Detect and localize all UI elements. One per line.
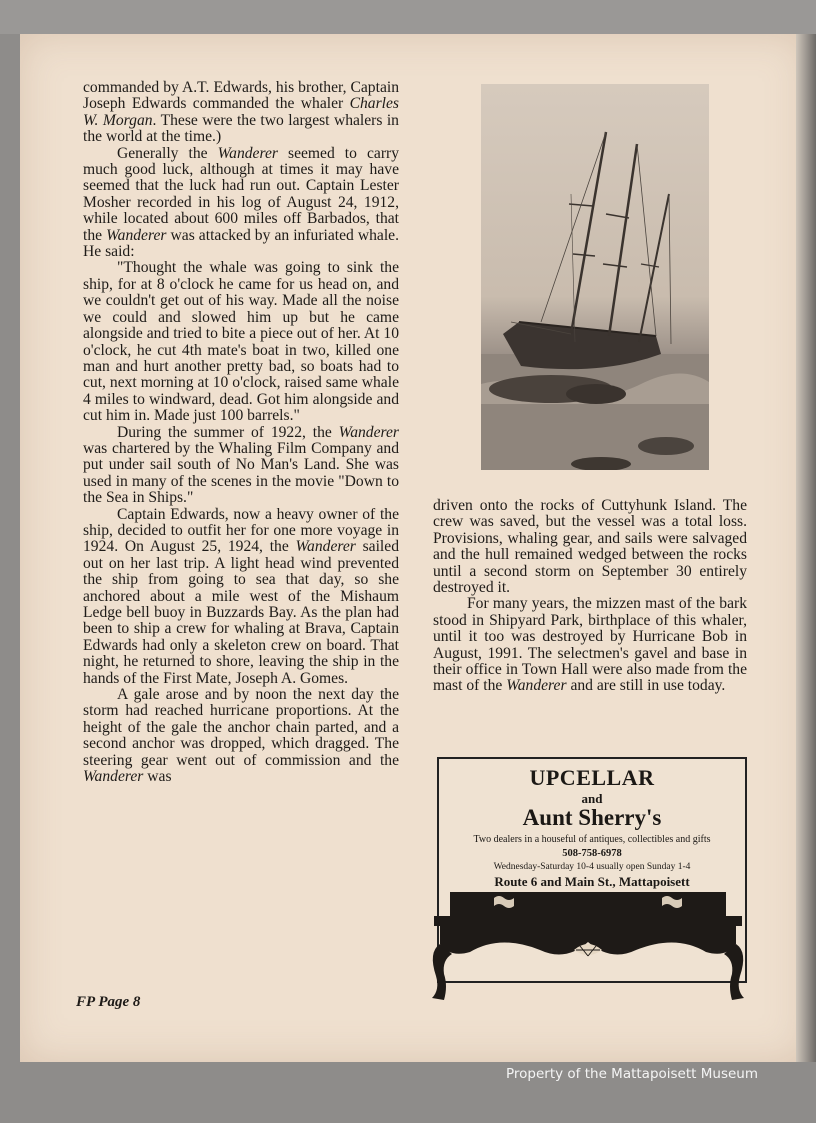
ad-tagline: Two dealers in a houseful of antiques, collectibles and gifts: [473, 834, 711, 845]
ad-phone: 508-758-6978: [562, 848, 622, 859]
ad-hours: Wednesday-Saturday 10-4 usually open Sunday 1-4: [493, 862, 691, 872]
paragraph: driven onto the rocks of Cuttyhunk Island. The crew was saved, but the vessel was a total loss. Provisions, whaling gear, and sails were salvaged and the hull remained wedged between the rocks until a second storm on September 30 entirely destroyed it.: [433, 497, 747, 597]
article-column-left: [83, 80, 399, 785]
ad-address: Route 6 and Main St., Mattapoisett: [494, 874, 690, 889]
article-column-right: [433, 498, 747, 695]
paragraph: During the summer of 1922, the Wanderer was chartered by the Whaling Film Company and put under sail south of No Man's Land. She was used in many of the scenes in the movie "Down to the Sea in Ships.": [83, 423, 399, 507]
paragraph: For many years, the mizzen mast of the bark stood in Shipyard Park, birthplace of this whaler, until it too was destroyed by Hurricane Bob in August, 1991. The selectmen's gavel and base in their office in Town Hall were also made from the mast of the Wanderer and are still in use today.: [433, 595, 747, 695]
paragraph: Generally the Wanderer seemed to carry much good luck, although at times it may have seemed that the luck had run out. Captain Lester Mosher recorded in his log of August 24, 1912, while located about 600 miles off Barbados, that the Wanderer was attacked by an infuriated whale. He said:: [83, 144, 399, 261]
shipwreck-photo: [481, 84, 709, 470]
scan-background: [0, 0, 816, 34]
ad-shop-name-2: Aunt Sherry's: [522, 805, 662, 830]
museum-watermark: Property of the Mattapoisett Museum: [506, 1066, 758, 1082]
ad-conjunction: and: [581, 791, 603, 806]
antique-chest-icon: [426, 890, 750, 1008]
paragraph: commanded by A.T. Edwards, his brother, Captain Joseph Edwards commanded the whaler Charles W. Morgan. These were the two largest whalers in the world at the time.): [83, 79, 399, 146]
page-number: FP Page 8: [76, 994, 141, 1010]
paragraph: Captain Edwards, now a heavy owner of the ship, decided to outfit her for one more voyage in 1924. On August 25, 1924, the Wanderer sailed out on her last trip. A light head wind prevented the ship from going to sea that day, so she anchored about a mile west of the Mishaum Ledge bell buoy in Buzzards Bay. As the plan had been to ship a crew for whaling at Brava, Captain Edwards had only a skeleton crew on board. That night, he returned to shore, leaving the ship in the hands of the First Mate, Joseph A. Gomes.: [83, 505, 399, 687]
ad-shop-name: UPCELLAR: [529, 765, 655, 790]
log-quote: "Thought the whale was going to sink the ship, for at 8 o'clock he came for us head on, and we couldn't get out of his way. Made all the noise we could and slowed him up but he came alongside and tried to bite a piece out of her. At 10 o'clock, he cut 4th mate's boat in two, killed one man and hurt another pretty bad, so boats had to cut, next morning at 10 o'clock, raised same whale 4 miles to windward, dead. Got him alongside and cut him in. Made just 100 barrels.": [83, 259, 399, 425]
page-edge-shadow: [796, 34, 816, 1062]
paragraph: A gale arose and by noon the next day the storm had reached hurricane proportions. At the height of the gale the anchor chain parted, and a second anchor was dropped, which dragged. The steering gear went out of commission and the Wanderer was: [83, 686, 399, 786]
